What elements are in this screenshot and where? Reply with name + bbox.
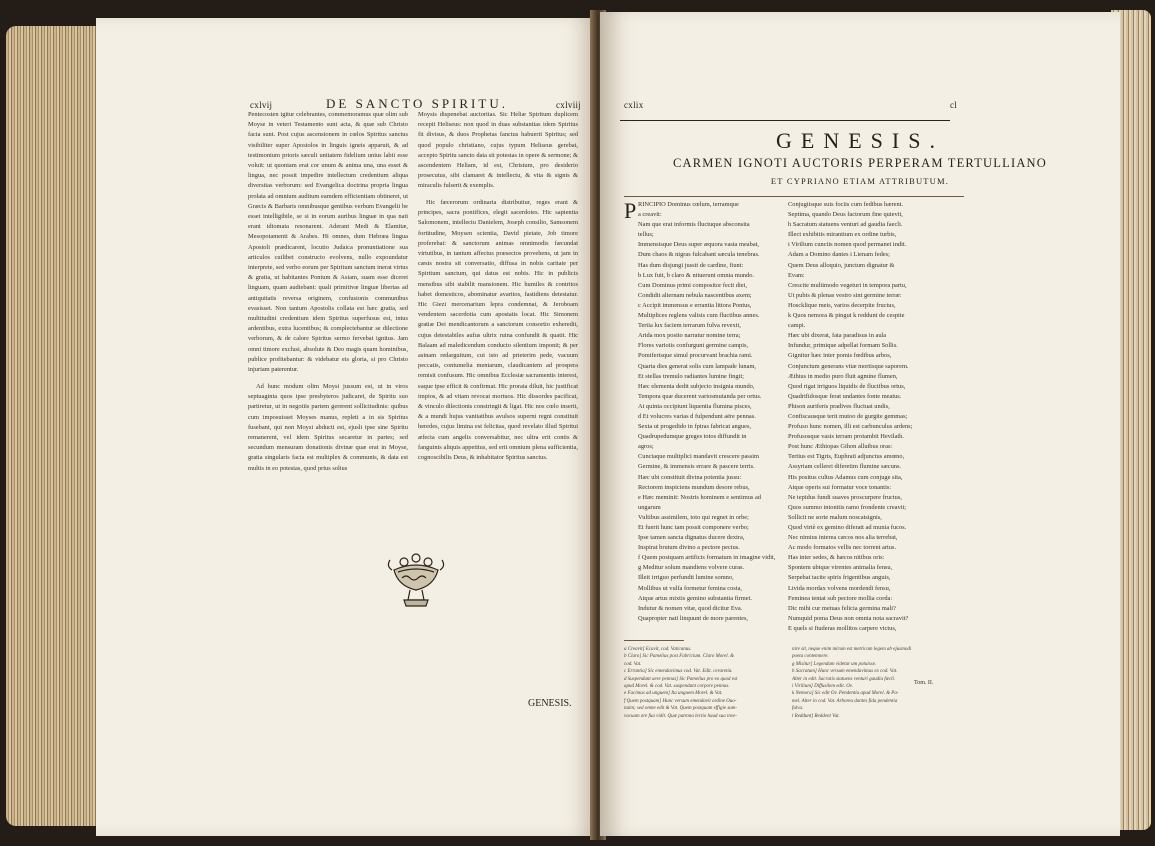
footnote-line: d Suspendunt aere pennas] Sic Pamelius pro eo quod est — [624, 676, 738, 682]
verse-line: Livida mordax volvens mordendi fensu, — [788, 584, 891, 592]
right-page-number: cxlix — [624, 100, 644, 110]
vase-ornament-icon — [384, 552, 448, 614]
left-column-1b-text: Ad hunc modum olim Moysi jussum est, ut in viros septuaginta quos ipse presbyteros judicaret, de Spiritu suo partiretur, ut in negotiis partem gererent sollicitudinis: quibus cum imposuisset Moyses manus, repleti a in sis Spiritus fusebant, qui non Moysi abducti est, ejusli ipse sine Spiritu remanerent, vel idem Spiritus secaretur in partes; sed secundum mensuram donationis divinæ quæ erat in Moyse, gratia singularis facta est multiplex & communis, & data est multis in eo potestas, quod prius solius — [248, 383, 408, 472]
left-column-2 — [418, 110, 578, 196]
verse-line: Ut pubis & plenas vestro sint germine terræ: — [788, 291, 902, 299]
verse-line: Tertia lux faciem terrarum fulva revexit, — [638, 322, 741, 330]
verse-line: Infundur, primique adpellat formam Sollis. — [788, 342, 898, 350]
verse-line: Profuso hunc nomen, illi est carbunculus ardens; — [788, 423, 913, 431]
verse-line: k Quos nemora & pingui k reddunt de cespite — [788, 312, 905, 320]
verse-line: Quarta dies generat solis cum lampade lunam, — [638, 362, 757, 370]
page-title: GENESIS. — [776, 128, 944, 153]
footnote-line: i Virilium] Diffusilem edit. Ov. — [792, 684, 853, 690]
left-column-2b — [418, 198, 578, 518]
header-rule — [620, 120, 950, 121]
verse-line: Et fuerit hunc tam possit componere verbo; — [638, 524, 749, 531]
footnote-line: e Facimus ad unguem] Ita unguem Morel. & Vat. — [624, 691, 723, 697]
footnote-line: h Sacratum] Hunc versum emendavimus ex cod. Vat. — [792, 669, 898, 675]
left-column-1b — [248, 382, 408, 560]
verse-line: Tertius est Tigris, Euphrati adjunctus amœno, — [788, 453, 905, 461]
left-page-number: cxlvij — [250, 100, 273, 110]
verse-line: E quels si ftuderas mollitos carpere victus, — [788, 624, 897, 632]
footnote-line: g Misitur] Legendum videtur um potuisse. — [792, 661, 877, 667]
verse-line: Mollibus ut vulfa formetur femina costa, — [638, 584, 743, 592]
verse-line: Hoscklique meis, varios decerpite fructus, — [788, 301, 896, 309]
verse-line: c Accipit immensus e errantia littora Pontus, — [638, 301, 752, 309]
verse-line: Crescite multimodo vegeturi in tempora partu, — [788, 281, 907, 289]
notes-column-2 — [792, 646, 962, 726]
verse-line: Atque operis sui formatur voce tonantis: — [788, 483, 892, 491]
right-page-number-right: cl — [950, 100, 958, 110]
verse-line: Numquid poma Deus non omnia nota sacravit? — [788, 614, 909, 622]
footnote-line: vacuam ore fua vidit. Quæ patrona lectio haud sua inve- — [624, 713, 737, 719]
verse-line: RINCIPIO Dominus cœlum, terramque — [638, 201, 739, 208]
verse-line: Phison auriferis pradives fluctuat undis, — [788, 402, 890, 410]
subtitle-rule — [624, 196, 964, 197]
verse-line: Hæc ubi constituit divina potentia jussu: — [638, 473, 742, 481]
footnote-line: c Errantia] Sic emendavimus cod. Vat. Edit. ceraretia. — [624, 669, 733, 675]
verse-line: g Meditur solum mandiens volvere curas. — [638, 564, 745, 572]
verse-line: Gignitur hæc inter pomis fœdibus arbos, — [788, 352, 892, 360]
footnote-line: nuim; sed omne edit & Vat. Quem postquam effigie sum- — [624, 706, 738, 712]
verse-line: Condidit alternam nebula nascentibus axem; — [638, 291, 752, 299]
verse-line: Immensisque Deus super æquora vasta meabat, — [638, 241, 760, 249]
page-subtitle-2: ET CYPRIANO ETIAM ATTRIBUTUM. — [770, 176, 950, 186]
verse-line: Ne tepidus fundi suaves proscurpere fructus, — [788, 493, 902, 501]
left-column-1-text: Pentecosten igitur celebrantes, commemoramus quæ olim sub Moyse in veteri Testamento sunt acta, & quæ sub Christo facta sunt. Post cujus ascensionem in cœlos Spiritus sanctus visibiliter super Apostolos in linguis igneis apparuit, & ad testimonium prioris sæculi unitatem fidelium unius labii esse voluit: ut quoniam erat cor unum & anima una, una esset & lingua, nec possit impedire intellectum credentium aliqua diversitas verborum: sed Evangelica doctrina propria lingua prolata ad omnium auditum eamdem efficientiam obtineret, ut Græcis & Barbaris omnibusque gentibus verbum Evangelii be esset intelligibile, se si in eorum auribus linguæ in qua nati erant idiomata resonarent. Aderant Medi & Elamitæ, Mesopotamenti & Arabes. Hi omnes, dum Hebræa lingua Apostoli prædicarent, locutio Judaica pronuntiatione sua articulos cuilibet constructo evolvens, nullo expoundatur interprete, sed verbo eorum per Spiritum sanctum inerat virtus & gratia, ut habitantes Pontum & Asiam, suam esse diceret linguam, quam audiebant: quali primitivæ linguæ libertas ad antiquitatis reversa originem, confusionis communibus evasisset. Non tantum Apostolis collata est hæc gratia, sed multitudini credentium idem Spiritus superfusus est, intus ardentibus, extra lucentibus; & complectebantur se dilectione verborum, & de calore Spiritus sermo fervebat ignitus. Jam omni timore exclusi, absolute & Deo magis quam hominibus, publice profitebantur: & videbatur eis gloria, si pro Christo injuriam paterentur. — [248, 111, 408, 374]
verse-line: Multiplices reglens valisis cum fluctibus annes. — [638, 312, 760, 320]
running-title: DE SANCTO SPIRITU. — [326, 96, 508, 111]
verse-line: Quem Deus alloquio, junctum dignatur & — [788, 261, 895, 269]
verse-line: Illect exhibitis mirantium ex ordine turbis, — [788, 231, 897, 239]
verse-line: Nam que erat informis fluctuque absconsita — [638, 221, 750, 229]
left-column-1 — [248, 110, 408, 380]
verse-line: Tempora quæ ducerent variosmutanda per ortus. — [638, 392, 762, 400]
verse-line: Quadrupedumque greges totos diffundit in — [638, 433, 747, 441]
verse-line: Cum Dominus primi compositor fecit diei, — [638, 281, 747, 289]
verse-line: i Virilium cunctis nomen quod permanet indit. — [788, 241, 907, 249]
verse-line: Conjugiisque suis fociis cum fedibus hærent. — [788, 201, 904, 208]
verse-line: Dic mihi cur metuas felicia germina mali? — [788, 604, 896, 612]
verse-line: Germine, & immensis errare & pascere terris. — [638, 463, 755, 471]
footnote-line: l Reddunt] Reddent Vat. — [792, 713, 840, 719]
verse-line: Atque artus mixtis gemino substantia firmet. — [638, 594, 752, 602]
verse-line: Sexta ut progedido in fpiras fabricat angues, — [638, 423, 752, 431]
verse-line: Quod rigat irriguos liquidis de fluctibus ortus, — [788, 382, 906, 390]
verse-line: Quos summo intonitis ramo frondente creavit; — [788, 503, 907, 511]
verse-line: Septima, quando Deus factorum fine quievit, — [788, 211, 903, 219]
verse-line: Assyriam cellerei diferetim flumine sæcuns. — [788, 463, 902, 471]
verse-line: Dum chaos & nigras fulcabant sæcula tenebras. — [638, 251, 760, 259]
verse-line: Ipse tamen sancta dignatus ducere dextra, — [638, 534, 745, 542]
footnote-line: k Nemora] Sic edit Ov. Pendentia apud Morel. & Pa- — [792, 691, 899, 697]
verse-line: Rectorem inspiciens mundum desore rebus, — [638, 483, 750, 491]
footnote-line: poeta contemnere. — [792, 654, 829, 660]
verse-column-1 — [638, 200, 784, 640]
footnote-line: apud Morel. & cod. Vat. suspendunt corpore pennas. — [624, 684, 730, 690]
verse-line: Has dum disjungi jussit de cardine, fiunt: — [638, 261, 744, 269]
footnote-line: a Creavit] Ecavit, cod. Vaticanus. — [624, 647, 692, 652]
page-subtitle: CARMEN IGNOTI AUCTORIS PERPERAM TERTULLIANO — [672, 156, 1047, 170]
left-page-number-right: cxlviij — [556, 100, 582, 110]
verse-line: Cunctaque multiplici mandavit crescere passim — [638, 453, 760, 461]
verse-line: Nec nimius interea cæcos nos alia terrebat, — [788, 534, 898, 542]
footnote-line: nire sit, neque enim mirum est metricam legem ab ejusmodi — [792, 647, 912, 652]
footnote-line: cod. Vat. — [624, 661, 642, 667]
footnote-line: f Quem postquam] Hunc versum emendavit ordine Ouo- — [624, 698, 737, 704]
verse-line: Flores varioiis confurgunt germine campis, — [638, 342, 749, 350]
verse-line: d Et volucres varias d fulpendunt aëre pennas. — [638, 412, 756, 420]
verse-line: Spontem ubique virentes animalia fensu, — [788, 564, 893, 572]
footnote-line: Alter in edit. Sacratis statuens venturi gaudia fæcli. — [792, 676, 896, 682]
verse-column-2 — [788, 200, 964, 640]
footnote-line: b Claro] Sic Pamelius post Fabricium. Claro Morel. & — [624, 654, 734, 660]
verse-line: Hæc ubi dixerat, fata paradisus in aula — [788, 332, 887, 340]
verse-line: Serpebat tacite spiris frigentibus anguis, — [788, 574, 891, 582]
verse-line: Confiscausque terit mutoo de gurgite gemmas; — [788, 412, 908, 420]
verse-line: Et stellas tremulo radiantes lumine fingit; — [638, 372, 744, 380]
verse-line: a creavit: — [638, 211, 662, 219]
verse-line: tellus; — [638, 231, 654, 239]
verse-line: b Lux fuit, b claro & nituerunt omnia mundo. — [638, 271, 755, 279]
verse-line: His positus cultus Adamus cum conjuge sita, — [788, 473, 903, 481]
verse-line: Pomiferisque simul procurvant brachia rami. — [638, 352, 753, 360]
verse-line: Has inter sedes, & hæcos nitibus oris: — [788, 554, 885, 562]
verse-line: Conjunctum generans vitæ mortisque saporem. — [788, 362, 909, 370]
verse-line: Quod virtè ex gemino diferatt ad munia fucos. — [788, 524, 907, 531]
signature-mark: Tom. II. — [914, 680, 934, 686]
left-column-2-text: Moysis dispenebat auctoritas. Sic Heliæ Spiritum duplicem recepit Heliseus: non quod in duas substantias idem Spiritus fit divisus, & duos Prophetas fanctus habuerit Spiritus; sed quod populo christiano, cujus typum Heliseus gerebat, accepto Spiritu sancto data sit potestas in opere & sermone; & ascendentem Heliam, id est, Christum, pro desiderio prosecutus, sibi clamaret & intellectu, & vita & signis & miraculis fulserit & exemplis. — [418, 111, 578, 190]
verse-line: Arida mox posito narratur nomine terra; — [638, 332, 741, 340]
footnote-line: mel. Alter in cod. Vat. Arborea dantes fida pendentia — [792, 698, 898, 704]
verse-line: Feminea tentat sub pectore mollia corda: — [788, 594, 893, 602]
verse-line: Æthius in medio puro fluit agmine flumen, — [788, 372, 898, 380]
verse-line: Illeit irriguo perfundit lumine somno, — [638, 574, 734, 582]
verse-line: Sollicit ne sorte malum noscatsignis, — [788, 513, 882, 521]
catchword: GENESIS. — [528, 698, 572, 709]
verse-line: Adam a Domino dantes i Lienam fedes; — [788, 251, 890, 259]
verse-line: At quinta occipiunt liquentia flumina pisces, — [638, 402, 752, 410]
verse-line: Evam: — [788, 271, 805, 279]
left-column-2b-text: Hic fæcerorum ordinaria distribuitur, reges erant & principes, sacra pontifices, elegit sacerdotes. Hic sapientia Salomonem, intellectu Danielem, Joseph consilio, Samsonem fortitudine, Moysen scientia, David pietate, Job timore proferebat: & sanctorum animas omnimodis fæcundat virtutibus, in tantum affectus præsectos provehens, ut jam in cæsis nostra sit conversatio, diffusa in nobis caritate per Spiritum sanctum, qui datus est nobis. Hic in publicis mensibus sibi stabilit mansionem. Hic humiles & contritos habet domesticos, abominatur avaritos, fastidiens detestatur. Hic Giezi mercenarium lepra condemnat, & Jeroboam vendentem sacerdotia cum apostatis locat. Hic Simonem gratiæ Dei mendicantorum a sanctorum consortio exheredit, cujus detestabiles aufus ultrix ruina confundit & quatit. Hic Balaam ad maledicendum conducto silentium imponit; & per asinam redarguitum, cui isto ad prieterim pede, vacuum peccatis, contumelia mentarum, claudicantem ad prospera remisit confusum. Hic omnibus Ecclesiæ sacramentis interest, eaque ipse efficit & confirmat. Hic prorata diluit, hic justificat impios, & ad vitam revocat mortuos. Hic dissordes pacificat, & vinculo dilectionis constringit & ligat. Hic nos cœlo inserit, & a mundi hujus vanitatibus avulsos superni regni constituit heredes, cujus limina est felicitas, quod revelato illud Spiritui æfecta cum angelis conversabitur, nec ultra erit contis & fanguinis aliquis appetitus, sed erit omnium plena sufficientia, cognoscibilis Deus, & inhabitator Spiritus sanctus. — [418, 199, 578, 462]
verse-line: Hæc elementa dedit subjecto insignia mundo, — [638, 382, 755, 390]
verse-line: f Quem postquam artificis formatum in imagine vidit, — [638, 554, 776, 562]
notes-column-1 — [624, 646, 782, 726]
notes-rule — [624, 640, 684, 641]
verse-line: Indutur & nomen vitæ, quod dicitur Eva. — [638, 604, 743, 612]
verse-line: agros; — [638, 443, 654, 451]
verse-line: ungarum — [638, 503, 661, 511]
footnote-line: fulva. — [792, 706, 804, 712]
verse-line: e Hæc meminit: Nostris hominem e sentimus ad — [638, 493, 762, 501]
verse-line: campi. — [788, 322, 806, 330]
verse-line: Profusosque vasis terram protambit Hevilath. — [788, 433, 904, 441]
verse-line: Ac modo formatos vellis nec torrent artus. — [788, 544, 897, 552]
verse-line: h Sacratum statuens venturi ad gaudia faecli. — [788, 221, 903, 229]
verse-line: Quapropter nati linquunt de more parentes, — [638, 614, 749, 622]
verse-line: Vultibus assimilem, toto qui regnet in orbe; — [638, 513, 749, 521]
verse-line: Quadrifidosque ferat undantes fonte meatus. — [788, 392, 902, 400]
drop-cap: P — [624, 198, 637, 223]
verse-line: Post hunc Æthiopas Gihon alluibus oras: — [788, 443, 893, 451]
verse-line: Inspirat brutum divino a pectore pectus. — [638, 544, 740, 552]
